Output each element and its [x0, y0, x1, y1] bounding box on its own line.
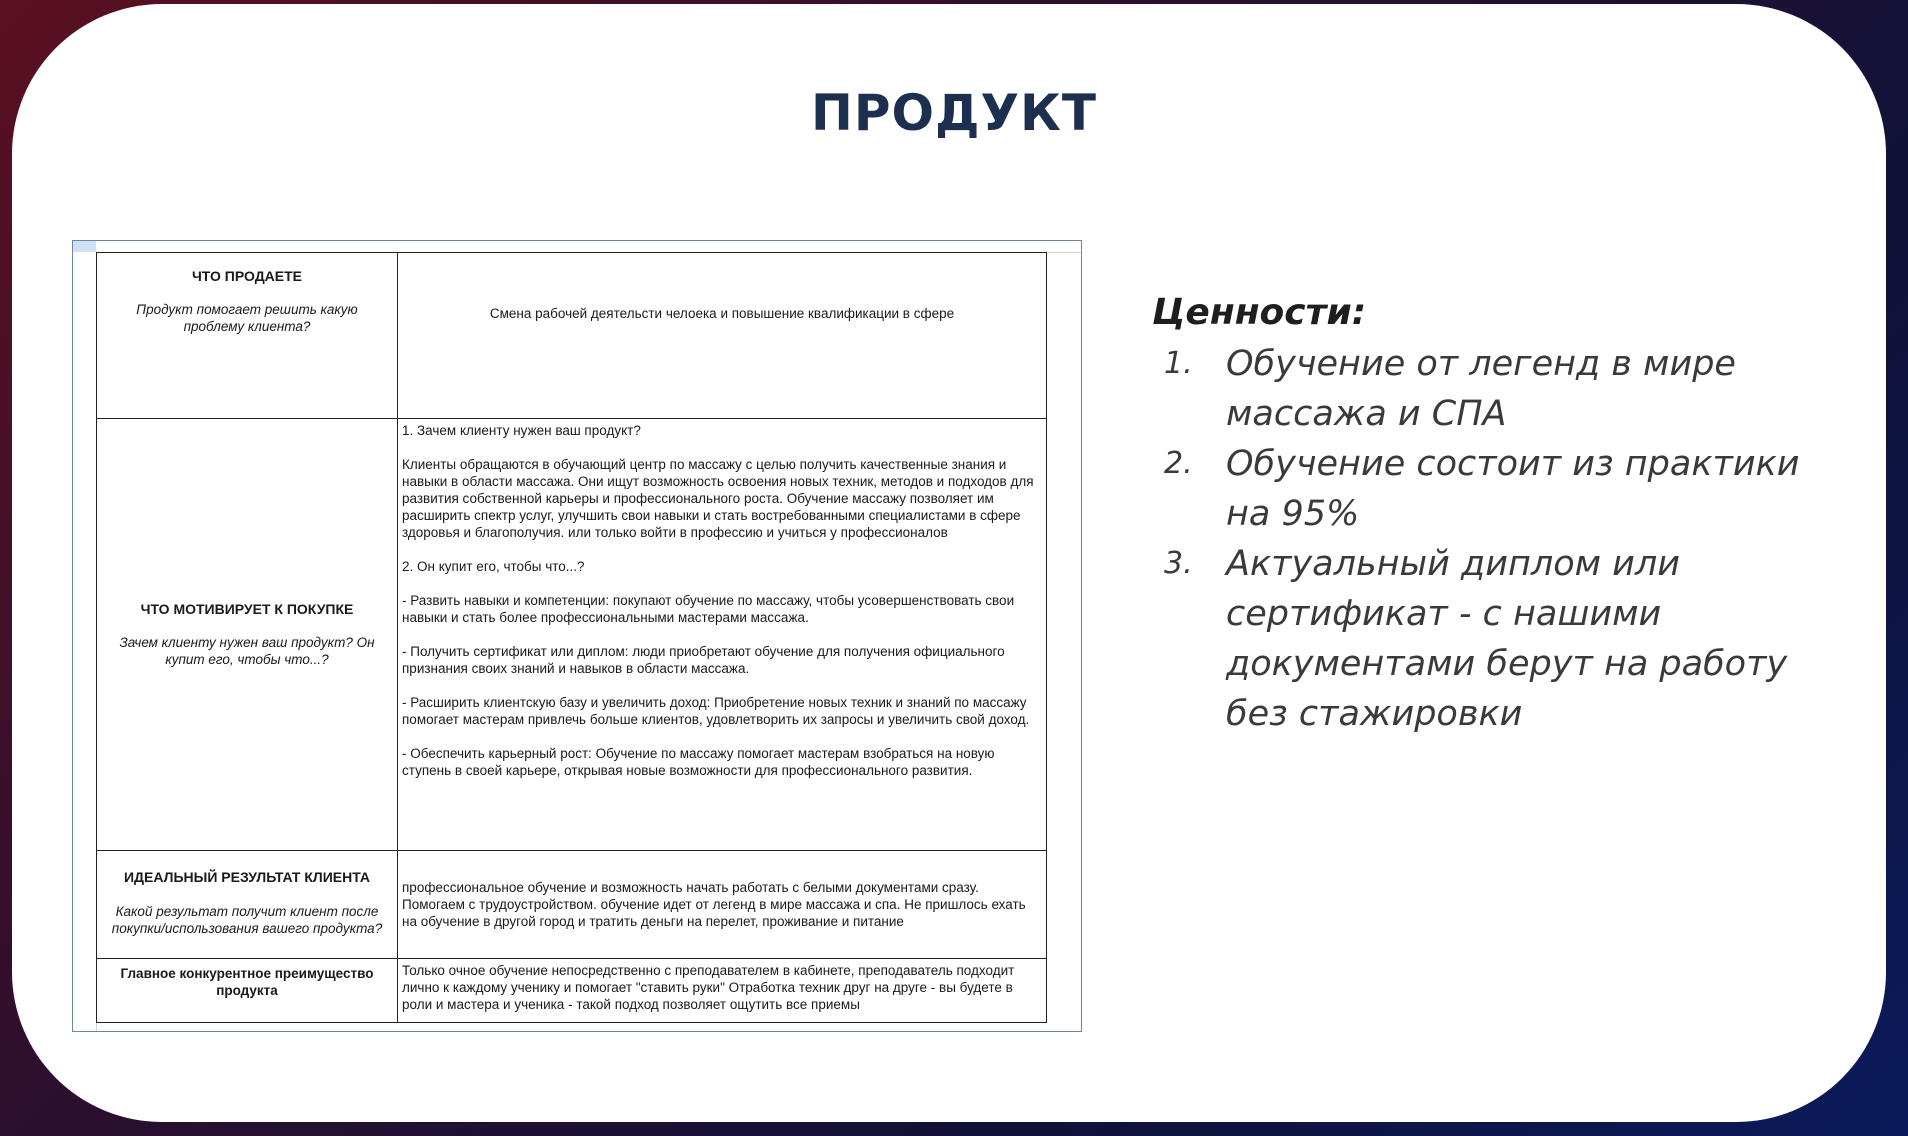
row-value-cell — [398, 253, 1047, 419]
row-subheading: Продукт помогает решить какую проблему клиента? — [136, 302, 358, 334]
row-heading: ЧТО ПРОДАЕТЕ — [191, 268, 303, 284]
spreadsheet-screenshot — [72, 240, 1082, 1032]
value-paragraph: - Получить сертификат или диплом: люди приобретают обучение для получения официального признания своих знаний и навыков в области массажа. — [402, 644, 1005, 676]
value-paragraph: - Расширить клиентскую базу и увеличить доход: Приобретение новых техник и знаний по массажу помогает мастерам привлечь больше клиентов, удовлетворить их запросы и увеличить свой доход. — [402, 695, 1030, 727]
value-paragraph: профессиональное обучение и возможность начать работать с белыми документами сразу. Помогаем с трудоустройством. обучение идет от легенд в мире массажа и спа. Не пришлось ехать на обучение в другой город и тратить деньги на перелет, проживание и питание — [402, 880, 1026, 929]
list-number: 3. — [1164, 546, 1193, 581]
row-value-cell — [398, 959, 1047, 1023]
value-paragraph: Только очное обучение непосредственно с преподавателем в кабинете, преподаватель подходит лично к каждому ученику и помогает "ставить руки" Отработка техник друг на друге - вы будете в роли и мастера и ученика - такой подход позволяет ощутить все приемы — [402, 963, 1015, 1012]
value-paragraph: - Развить навыки и компетенции: покупают обучение по массажу, чтобы усовершенствовать свои навыки и стать более профессиональными мастерами массажа. — [402, 593, 1015, 625]
page-title: ПРОДУКТ — [810, 84, 1098, 142]
values-title: Ценности: — [1152, 292, 1367, 333]
row-label-cell — [97, 419, 398, 851]
row-subheading: Зачем клиенту нужен ваш продукт? Он купит его, чтобы что...? — [119, 635, 375, 667]
list-item — [1152, 439, 1812, 539]
table-row — [97, 253, 1047, 419]
list-item — [1152, 539, 1812, 739]
list-number: 2. — [1164, 446, 1193, 481]
row-heading: ИДЕАЛЬНЫЙ РЕЗУЛЬТАТ КЛИЕНТА — [123, 869, 371, 885]
values-list — [1152, 339, 1812, 739]
value-paragraph: 1. Зачем клиенту нужен ваш продукт? — [402, 423, 641, 438]
list-item — [1152, 339, 1812, 439]
select-all-corner — [73, 241, 96, 252]
row-subheading: Какой результат получит клиент после покупки/использования вашего продукта? — [111, 904, 383, 936]
row-heading: Главное конкурентное преимущество продукта — [120, 966, 374, 998]
value-paragraph: Клиенты обращаются в обучающий центр по массажу с целью получить качественные знания и навыки в области массажа. Они ищут возможность освоения новых техник, методов и подходов для развития собственной карьеры и профессионального роста. Обучение массажу позволяет им расширить спектр услуг, улучшить свои навыки и стать востребованными специалистами в сфере здоровья и благополучия. или только войти в профессию и учиться у профессионалов — [402, 457, 1034, 540]
table-row — [97, 959, 1047, 1023]
row-value-cell — [398, 851, 1047, 959]
value-paragraph: 2. Он купит его, чтобы что...? — [402, 559, 585, 574]
table-row — [97, 419, 1047, 851]
list-text: Обучение от легенд в мире массажа и СПА — [1226, 344, 1736, 434]
row-header-strip — [73, 252, 97, 1032]
product-table — [96, 252, 1047, 1023]
list-text: Обучение состоит из практики на 95% — [1226, 444, 1800, 534]
list-text: Актуальный диплом или сертификат - с нашими документами берут на работу без стажировки — [1226, 544, 1788, 734]
row-label-cell — [97, 851, 398, 959]
value-paragraph: Смена рабочей деятельсти челоека и повышение квалификации в сфере — [489, 306, 955, 321]
value-paragraph: - Обеспечить карьерный рост: Обучение по массажу помогает мастерам взобраться на новую ступень в своей карьере, открывая новые возможности для профессионального развития. — [402, 746, 995, 778]
row-heading: ЧТО МОТИВИРУЕТ К ПОКУПКЕ — [140, 601, 354, 617]
list-number: 1. — [1164, 346, 1193, 381]
values-section — [1152, 292, 1812, 739]
row-value-cell — [398, 419, 1047, 851]
row-label-cell — [97, 959, 398, 1023]
row-label-cell — [97, 253, 398, 419]
table-row — [97, 851, 1047, 959]
